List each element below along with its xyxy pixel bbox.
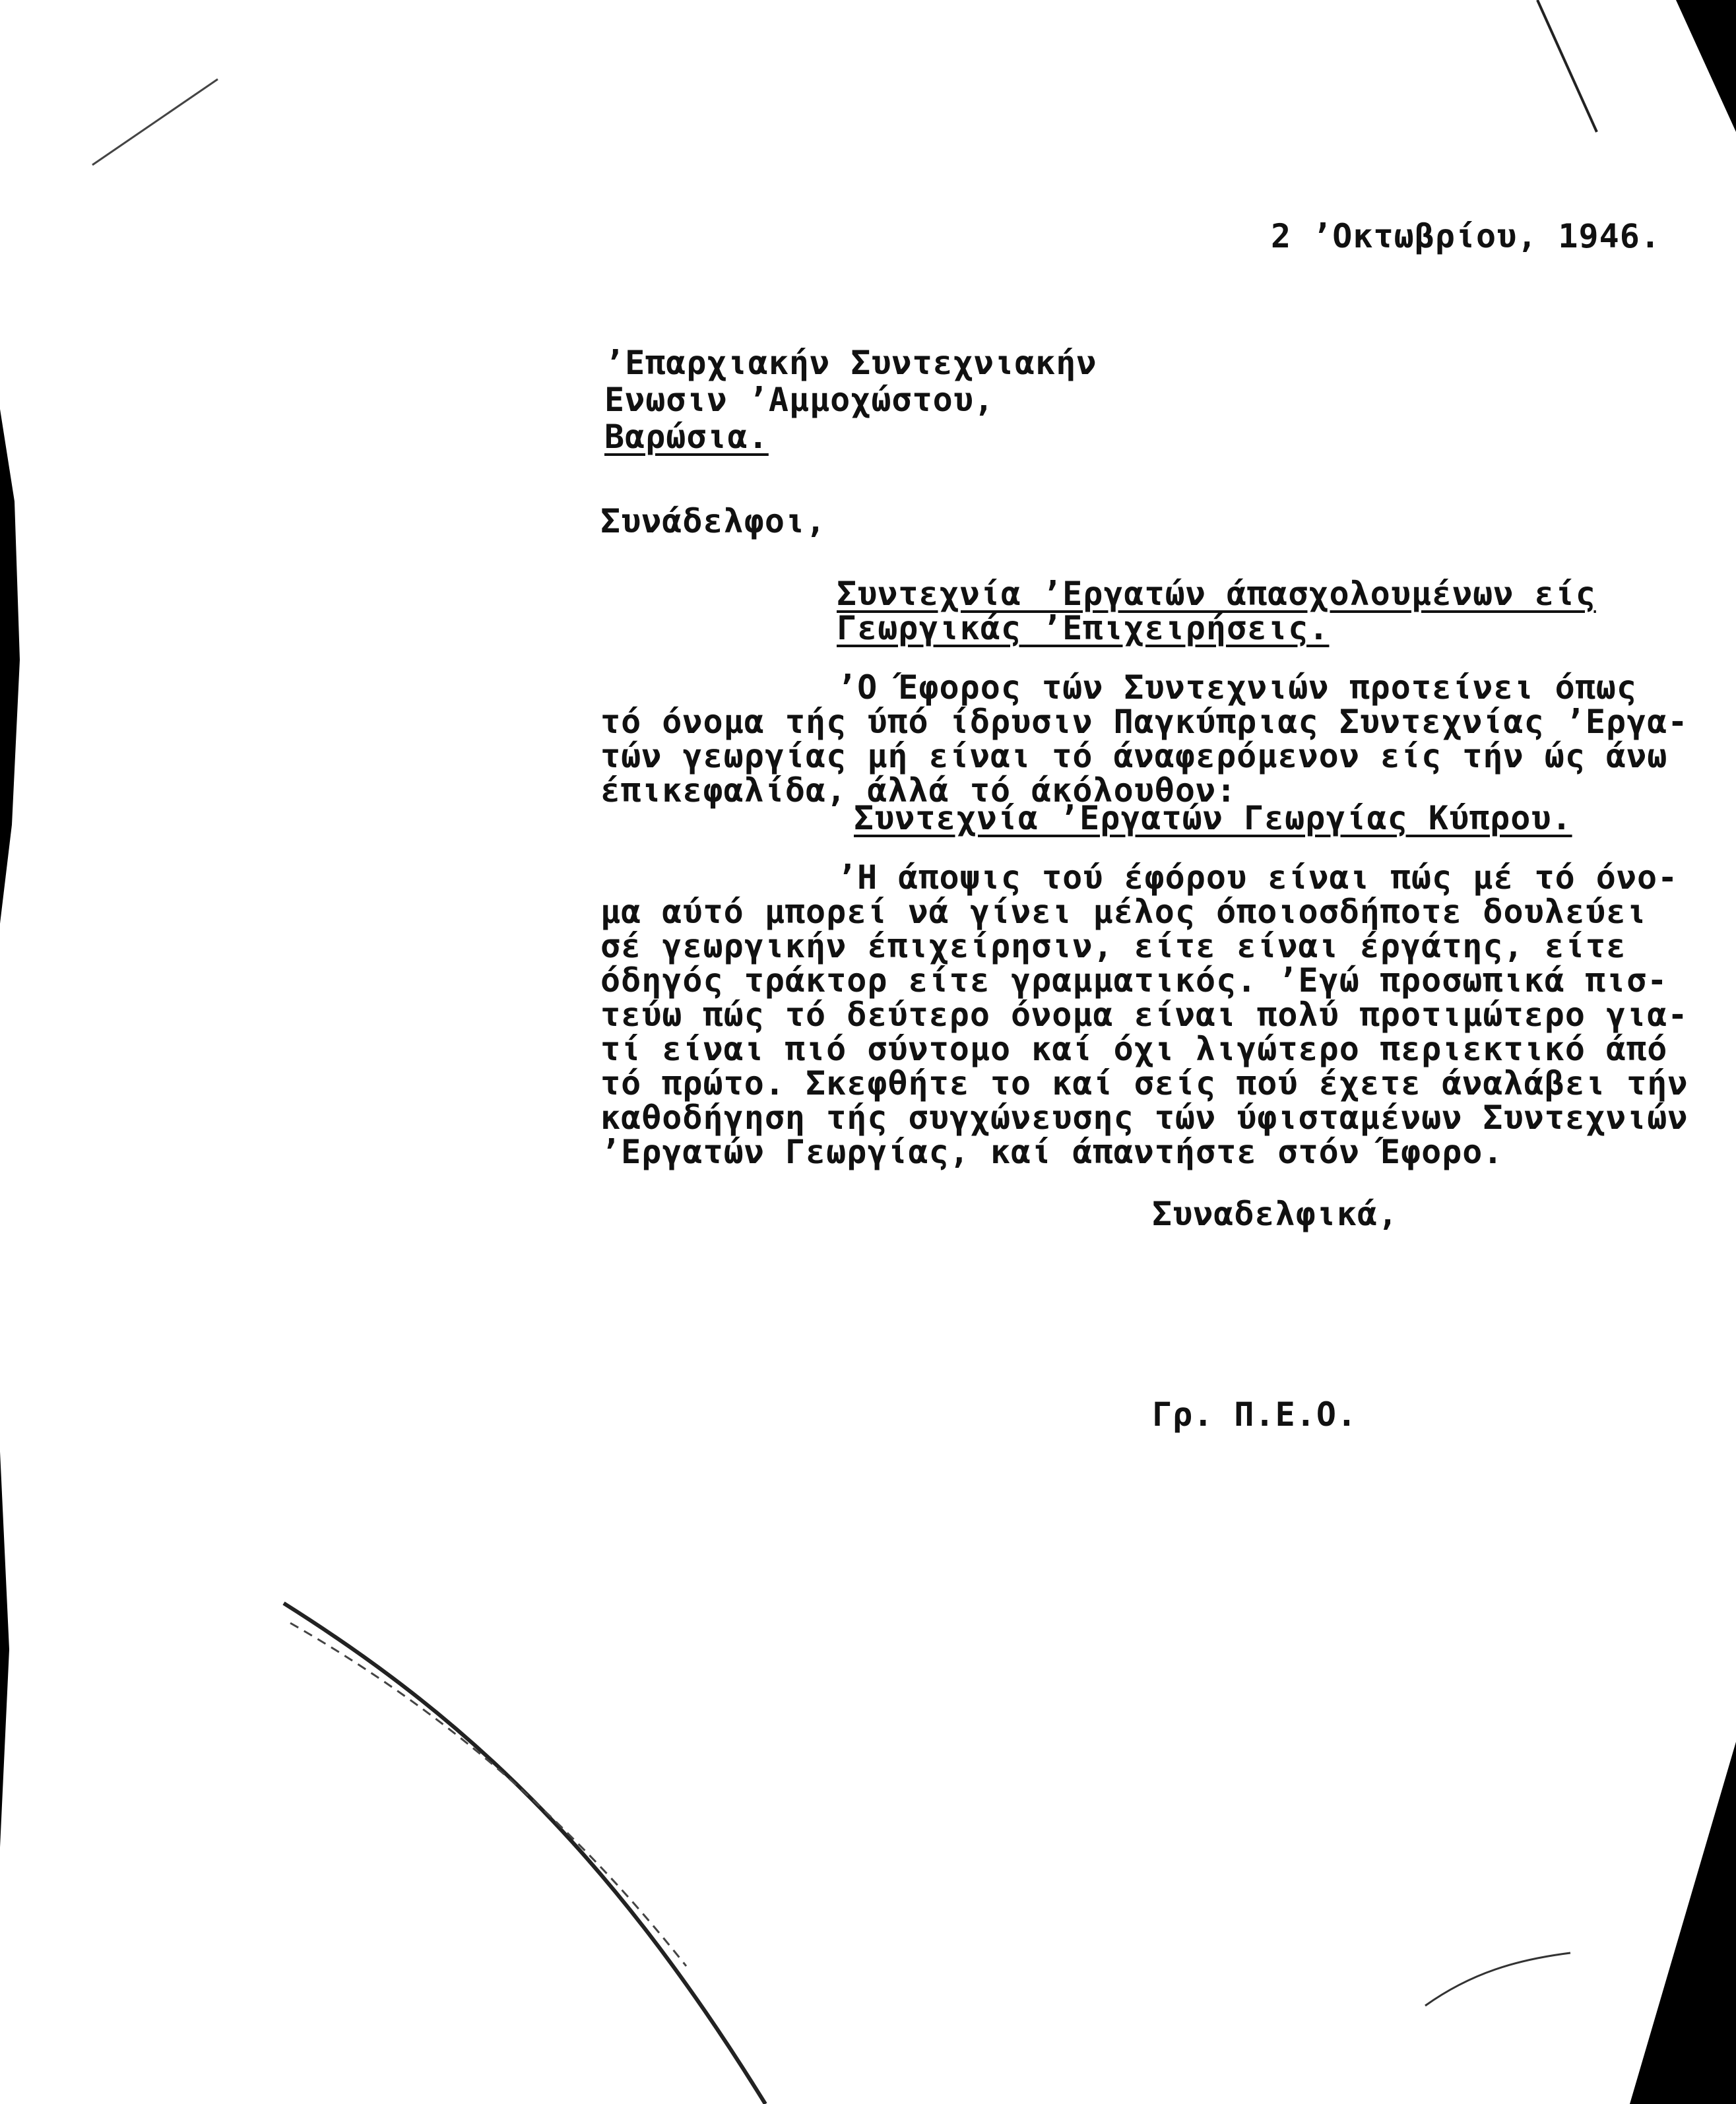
top-left-fold-line — [92, 79, 218, 165]
signature: Γρ. Π.Ε.Ο. — [1152, 1395, 1358, 1434]
top-right-fold-line — [1537, 0, 1597, 132]
paragraph1-line-2: τό όνομα τής ύπό ίδρυσιν Παγκύπριας Συντεχνίας ’Εργα- — [600, 703, 1688, 741]
paragraph1-line-3: τών γεωργίας μή είναι τό άναφερόμενον είς τήν ώς άνω — [600, 737, 1668, 775]
paragraph2-line-6: τί είναι πιό σύντομο καί όχι λιγώτερο περιεκτικό άπό — [600, 1030, 1668, 1068]
recipient-line-2: Ενωσιν ’Αμμοχώστου, — [604, 381, 994, 419]
paragraph1-line-1: ’Ο Έφορος τών Συντεχνιών προτείνει όπως — [837, 668, 1637, 707]
salutation: Συνάδελφοι, — [600, 502, 827, 540]
recipient-line-1: ’Επαρχιακήν Συντεχνιακήν — [604, 344, 1097, 382]
left-bottom-dark-edge — [0, 1451, 9, 1847]
paragraph2-line-7: τό πρώτο. Σκεφθήτε το καί σείς πού έχετε άναλάβει τήν — [600, 1064, 1688, 1102]
subject-line-1: Συντεχνία ’Εργατών άπασχολουμένων είς — [837, 575, 1596, 613]
right-bottom-dark-edge — [1630, 1742, 1736, 2104]
proposed-name: Συντεχνία ’Εργατών Γεωργίας Κύπρου. — [854, 799, 1572, 837]
fold-curve-2 — [290, 1623, 686, 1966]
subject-line-2: Γεωργικάς ’Επιχειρήσεις. — [837, 609, 1330, 647]
paragraph2-line-1: ’Η άποψις τού έφόρου είναι πώς μέ τό όνο- — [837, 858, 1679, 897]
recipient-line-3: Βαρώσια. — [604, 418, 769, 456]
paragraph1-line-4: έπικεφαλίδα, άλλά τό άκόλουθον: — [600, 771, 1237, 810]
paragraph2-line-3: σέ γεωργικήν έπιχείρησιν, είτε είναι έργάτης, είτε — [600, 927, 1627, 965]
letter-date: 2 ’Οκτωβρίου, 1946. — [1271, 217, 1661, 255]
paragraph2-line-5: τεύω πώς τό δεύτερο όνομα είναι πολύ προτιμώτερο για- — [600, 996, 1688, 1034]
paragraph2-line-2: μα αύτό μπορεί νά γίνει μέλος όποιοσδήποτε δουλεύει — [600, 893, 1648, 931]
paragraph2-line-8: καθοδήγηση τής συγχώνευσης τών ύφισταμένων Συντεχνιών — [600, 1099, 1688, 1137]
bottom-right-fold-line — [1425, 1953, 1570, 2006]
closing: Συναδελφικά, — [1152, 1195, 1399, 1233]
right-top-dark-edge — [1676, 0, 1736, 132]
fold-curve — [284, 1603, 765, 2104]
paragraph2-line-4: όδηγός τράκτορ είτε γραμματικός. ’Εγώ προσωπικά πισ- — [600, 961, 1668, 1000]
paragraph2-line-9: ’Εργατών Γεωργίας, καί άπαντήστε στόν Έφορο. — [600, 1133, 1504, 1171]
left-dark-edge — [0, 409, 20, 924]
